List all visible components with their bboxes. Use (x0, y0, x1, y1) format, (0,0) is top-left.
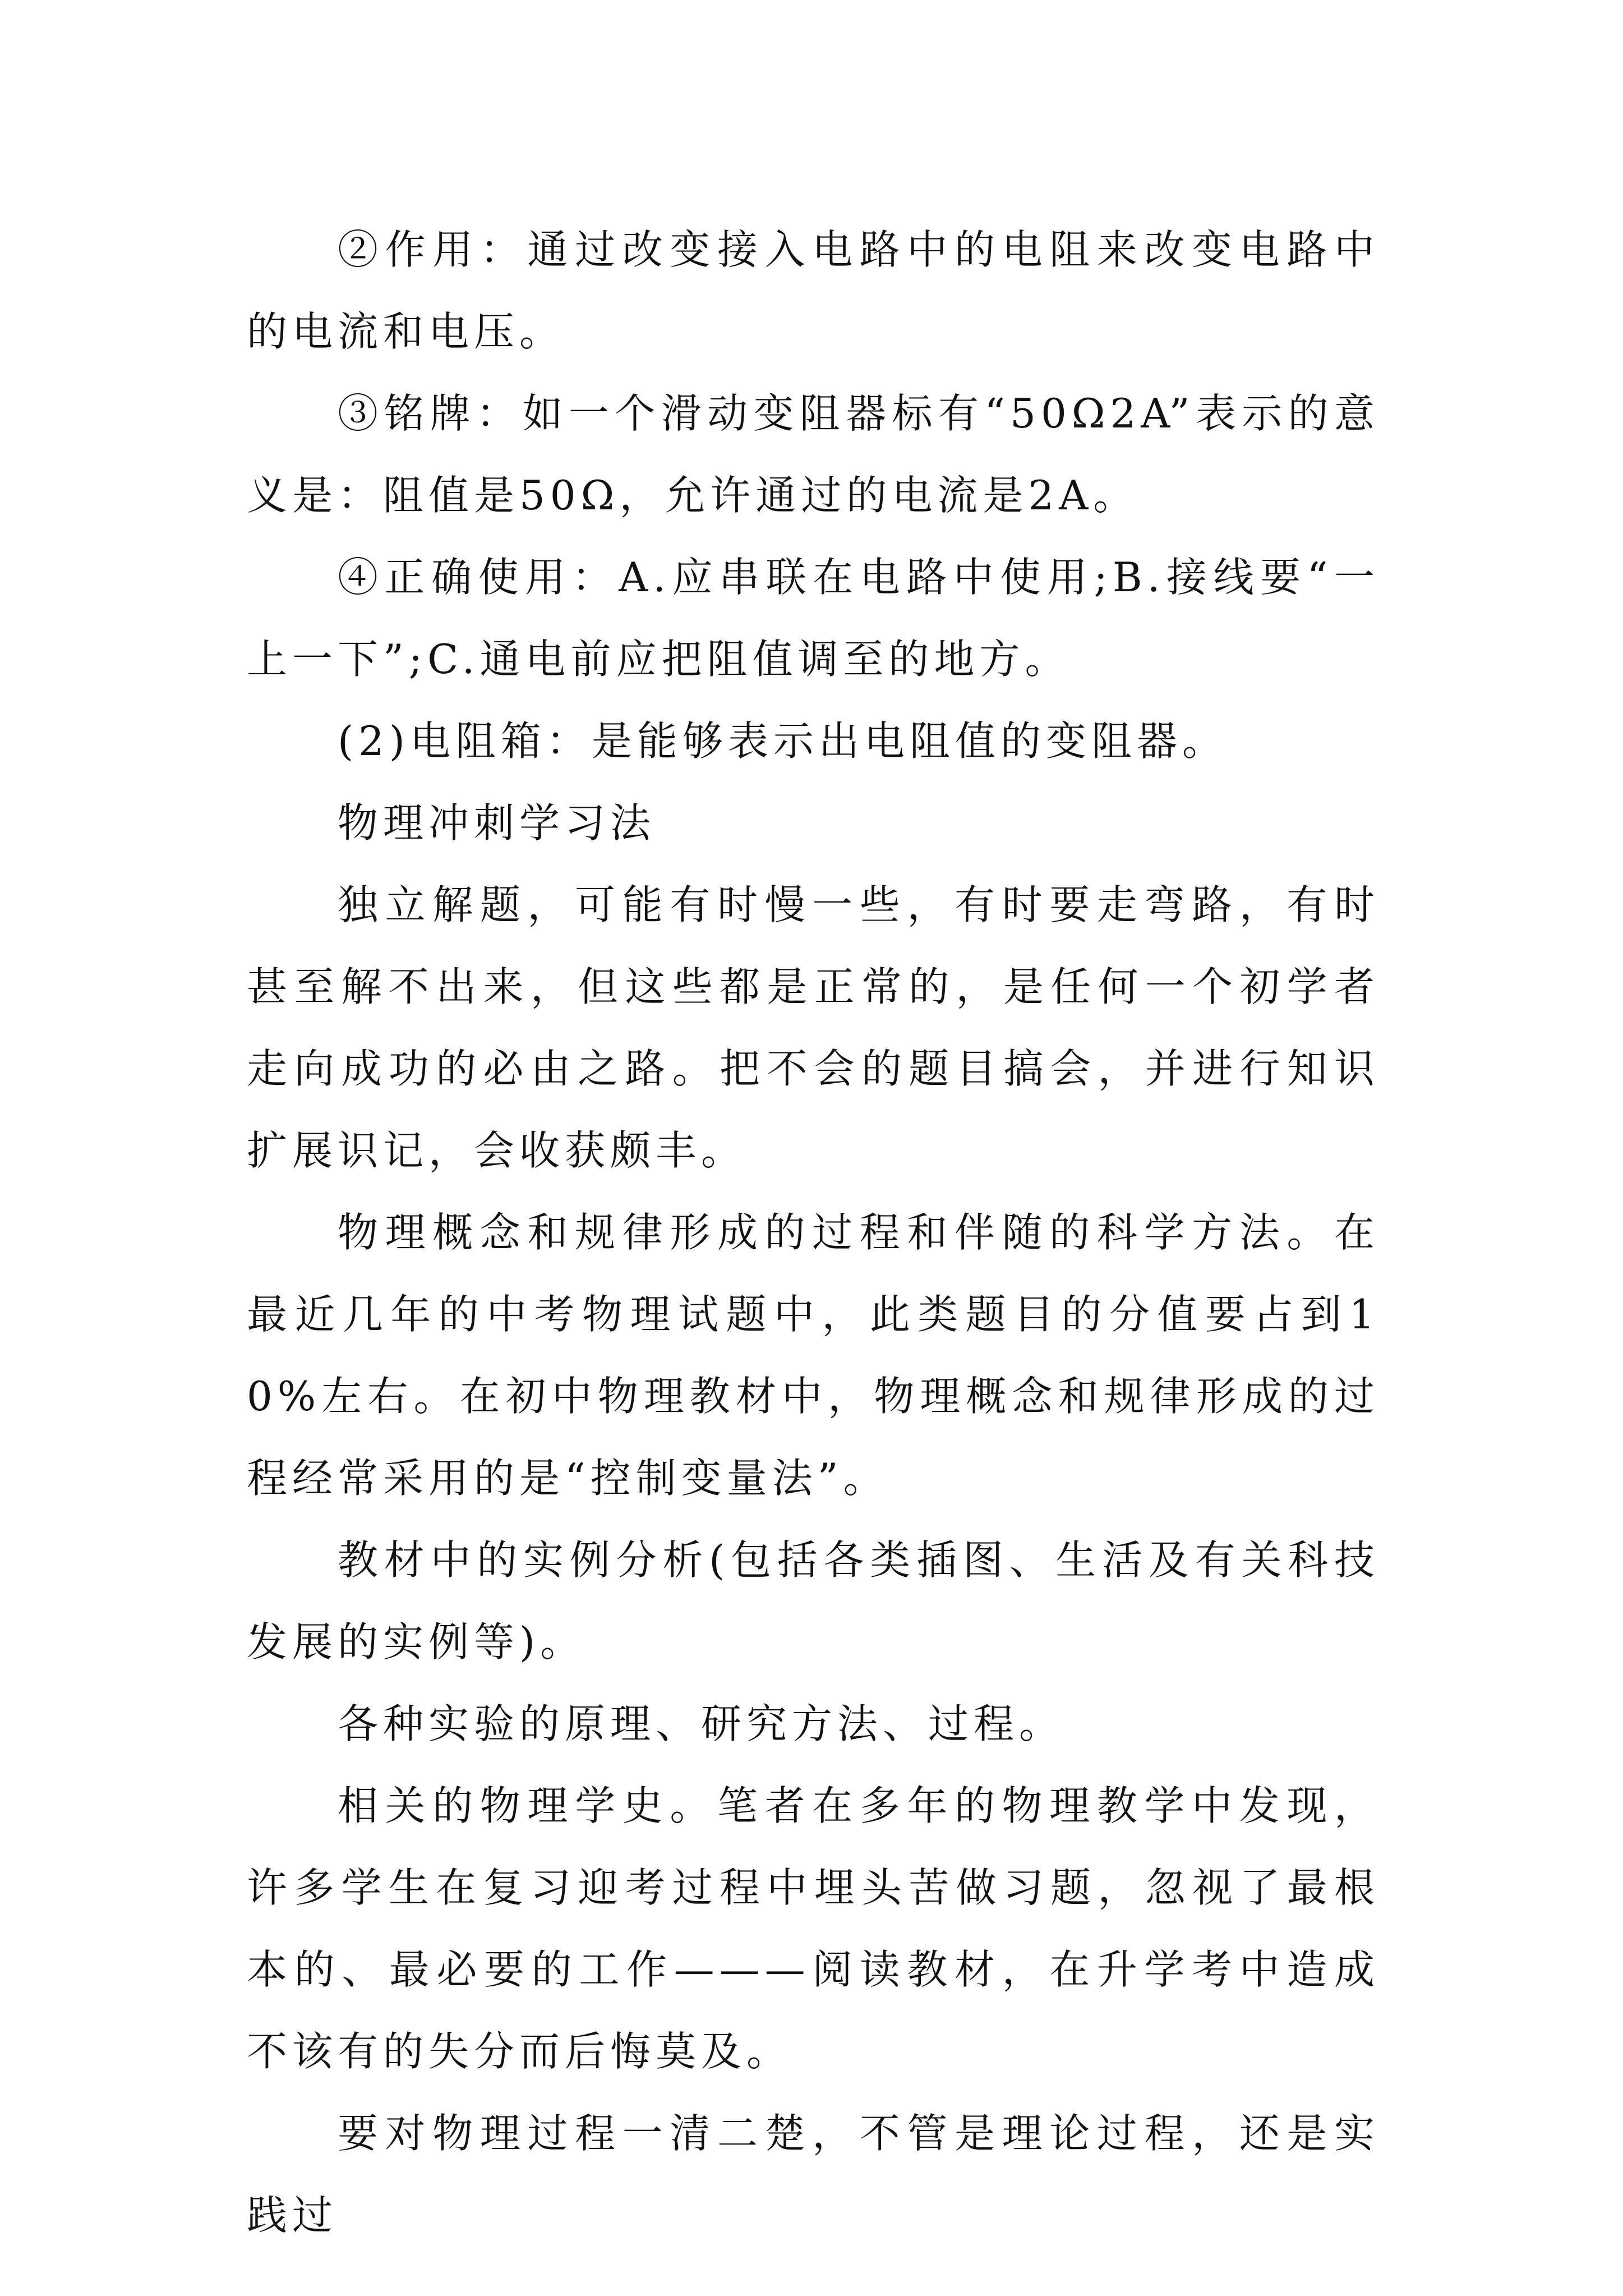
document-body (247, 209, 1380, 2256)
paragraph-resistance-box: (2)电阻箱：是能够表示出电阻值的变阻器。 (338, 717, 1228, 765)
paragraph-physical-process: 要对物理过程一清二楚，不管是理论过程，还是实践过 (247, 2110, 1380, 2239)
paragraph-correct-use: ④正确使用：A.应串联在电路中使用;B.接线要“一上一下”;C.通电前应把阻值调至的地方。 (247, 554, 1380, 683)
paragraph-concepts-and-laws: 物理概念和规律形成的过程和伴随的科学方法。在最近几年的中考物理试题中，此类题目的分值要占到10%左右。在初中物理教材中，物理概念和规律形成的过程经常采用的是“控制变量法”。 (247, 1209, 1380, 1502)
paragraph-nameplate: ③铭牌：如一个滑动变阻器标有“50Ω2A”表示的意义是：阻值是50Ω，允许通过的电流是2A。 (247, 390, 1380, 519)
paragraph-slider-function: ②作用：通过改变接入电路中的电阻来改变电路中的电流和电压。 (247, 226, 1380, 355)
paragraph-physics-history: 相关的物理学史。笔者在多年的物理教学中发现，许多学生在复习迎考过程中埋头苦做习题，忽视了最根本的、最必要的工作———阅读教材，在升学考中造成不该有的失分而后悔莫及。 (247, 1782, 1380, 2075)
paragraph-independent-solving: 独立解题，可能有时慢一些，有时要走弯路，有时甚至解不出来，但这些都是正常的，是任何一个初学者走向成功的必由之路。把不会的题目搞会，并进行知识扩展识记，会收获颇丰。 (247, 881, 1380, 1174)
paragraph-textbook-examples: 教材中的实例分析(包括各类插图、生活及有关科技发展的实例等)。 (247, 1536, 1380, 1665)
paragraph-experiments: 各种实验的原理、研究方法、过程。 (338, 1700, 1065, 1747)
section-heading: 物理冲刺学习法 (338, 799, 656, 846)
